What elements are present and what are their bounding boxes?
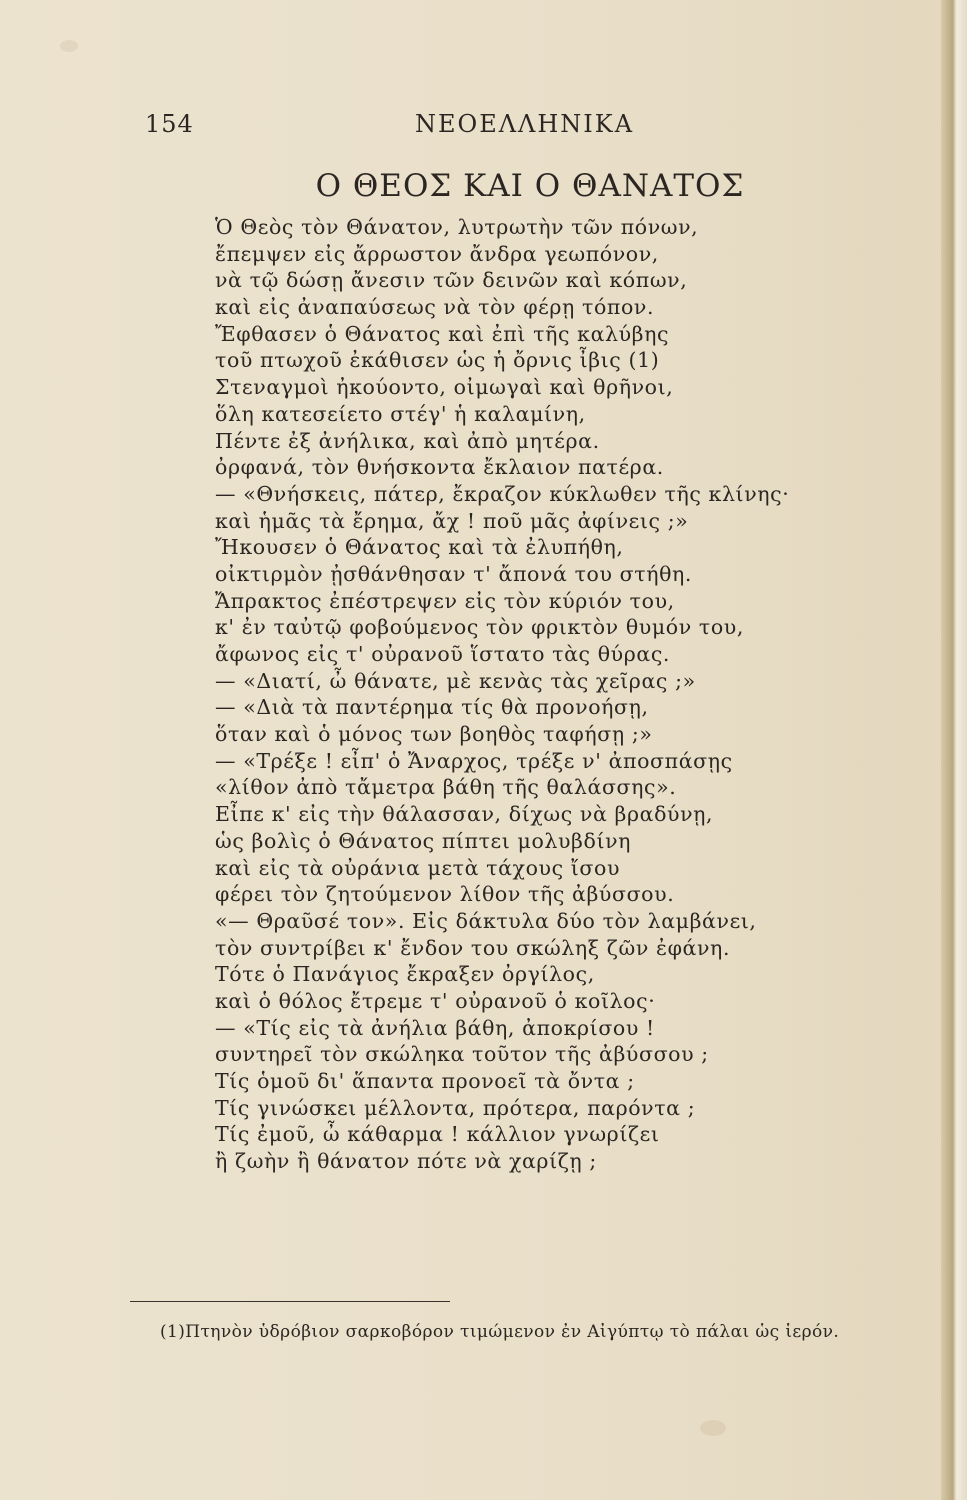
poem-body [215,214,815,1175]
poem-line: τοῦ πτωχοῦ ἐκάθισεν ὡς ἡ ὄρνις ἶβις (1) [215,348,660,373]
poem-line: «— Θραῦσέ τον». Εἰς δάκτυλα δύο τὸν λαμβάνει, [215,908,757,933]
poem-line: Ἄπρακτος ἐπέστρεψεν εἰς τὸν κύριόν του, [215,588,675,613]
footnote: (1)Πτηνὸν ὑδρόβιον σαρκοβόρον τιμώμενον ἐν Αἰγύπτῳ τὸ πάλαι ὡς ἱερόν. [160,1322,840,1342]
poem-line: νὰ τῷ δώσῃ ἄνεσιν τῶν δεινῶν καὶ κόπων, [215,268,688,293]
poem-line: κ' ἐν ταὐτῷ φοβούμενος τὸν φρικτὸν θυμόν του, [215,615,744,640]
paper-stain [60,40,78,52]
poem-line: Ἤκουσεν ὁ Θάνατος καὶ τὰ ἐλυπήθη, [215,535,624,560]
poem-line: Τίς ὁμοῦ δι' ἅπαντα προνοεῖ τὰ ὄντα ; [215,1069,635,1093]
poem-line: Τότε ὁ Πανάγιος ἔκραξεν ὀργίλος, [215,962,595,987]
poem-line: ἄφωνος εἰς τ' οὐρανοῦ ἵστατο τὰς θύρας. [215,642,671,666]
poem-line: ἔπεμψεν εἰς ἄρρωστον ἄνδρα γεωπόνον, [215,241,659,266]
poem-line: ὅταν καὶ ὁ μόνος των βοηθὸς ταφήσῃ ;» [215,722,653,747]
poem-line: καὶ εἰς ἀναπαύσεως νὰ τὸν φέρῃ τόπον. [215,295,655,320]
poem-line: ἢ ζωὴν ἢ θάνατον πότε νὰ χαρίζῃ ; [215,1149,597,1174]
page-number: 154 [145,110,194,138]
poem-line: ὡς βολὶς ὁ Θάνατος πίπτει μολυβδίνη [215,828,632,853]
poem-line: οἰκτιρμὸν ᾐσθάνθησαν τ' ἄπονά του στήθη. [215,561,693,586]
poem-line: Τίς γινώσκει μέλλοντα, πρότερα, παρόντα ; [215,1095,696,1120]
poem-line: — «Τρέξε ! εἶπ' ὁ Ἄναρχος, τρέξε ν' ἀποσπάσῃς [215,748,733,773]
poem-line: Εἶπε κ' εἰς τὴν θάλασσαν, δίχως νὰ βραδύνῃ, [215,802,714,827]
poem-line: Τίς ἐμοῦ, ὦ κάθαρμα ! κάλλιον γνωρίζει [215,1122,660,1147]
poem-line: — «Θνήσκεις, πάτερ, ἔκραζον κύκλωθεν τῆς κλίνης· [215,481,790,506]
poem-line: Πέντε ἐξ ἀνήλικα, καὶ ἀπὸ μητέρα. [215,428,600,453]
poem-line: Ὁ Θεὸς τὸν Θάνατον, λυτρωτὴν τῶν πόνων, [215,215,699,239]
poem-line: ὀρφανά, τὸν θνήσκοντα ἔκλαιον πατέρα. [215,455,664,480]
poem-line: συντηρεῖ τὸν σκώληκα τοῦτον τῆς ἀβύσσου ; [215,1042,709,1067]
poem-line: Ἔφθασεν ὁ Θάνατος καὶ ἐπὶ τῆς καλύβης [215,321,670,346]
poem-line: τὸν συντρίβει κ' ἔνδον του σκώληξ ζῶν ἐφάνη. [215,935,731,960]
poem-line: καὶ ὁ θόλος ἔτρεμε τ' οὐρανοῦ ὁ κοῖλος· [215,988,656,1013]
poem-line: Στεναγμοὶ ἠκούοντο, οἰμωγαὶ καὶ θρῆνοι, [215,375,674,400]
poem-line: «λίθον ἀπὸ τἄμετρα βάθη τῆς θαλάσσης». [215,775,677,800]
poem-line: καὶ ἡμᾶς τὰ ἔρημα, ἄχ ! ποῦ μᾶς ἀφίνεις ;» [215,508,689,533]
page-gutter-edge [941,0,967,1500]
poem-title: Ο ΘΕΟΣ ΚΑΙ Ο ΘΑΝΑΤΟΣ [315,168,745,204]
paper-stain [700,1420,726,1436]
poem-line: φέρει τὸν ζητούμενον λίθον τῆς ἀβύσσου. [215,882,675,907]
poem-line: — «Διὰ τὰ παντέρημα τίς θὰ προνοήσῃ, [215,695,649,720]
footnote-rule [130,1301,450,1302]
poem-line: — «Τίς εἰς τὰ ἀνήλια βάθη, ἀποκρίσου ! [215,1015,655,1040]
page-header [145,110,905,146]
poem-line: — «Διατί, ὦ θάνατε, μὲ κενὰς τὰς χεῖρας ;» [215,668,696,693]
poem-line: ὅλη κατεσείετο στέγ' ἡ καλαμίνη, [215,401,586,426]
running-title: ΝΕΟΕΛΛΗΝΙΚΑ [415,110,635,138]
poem-line: καὶ εἰς τὰ οὐράνια μετὰ τάχους ἴσου [215,855,621,880]
